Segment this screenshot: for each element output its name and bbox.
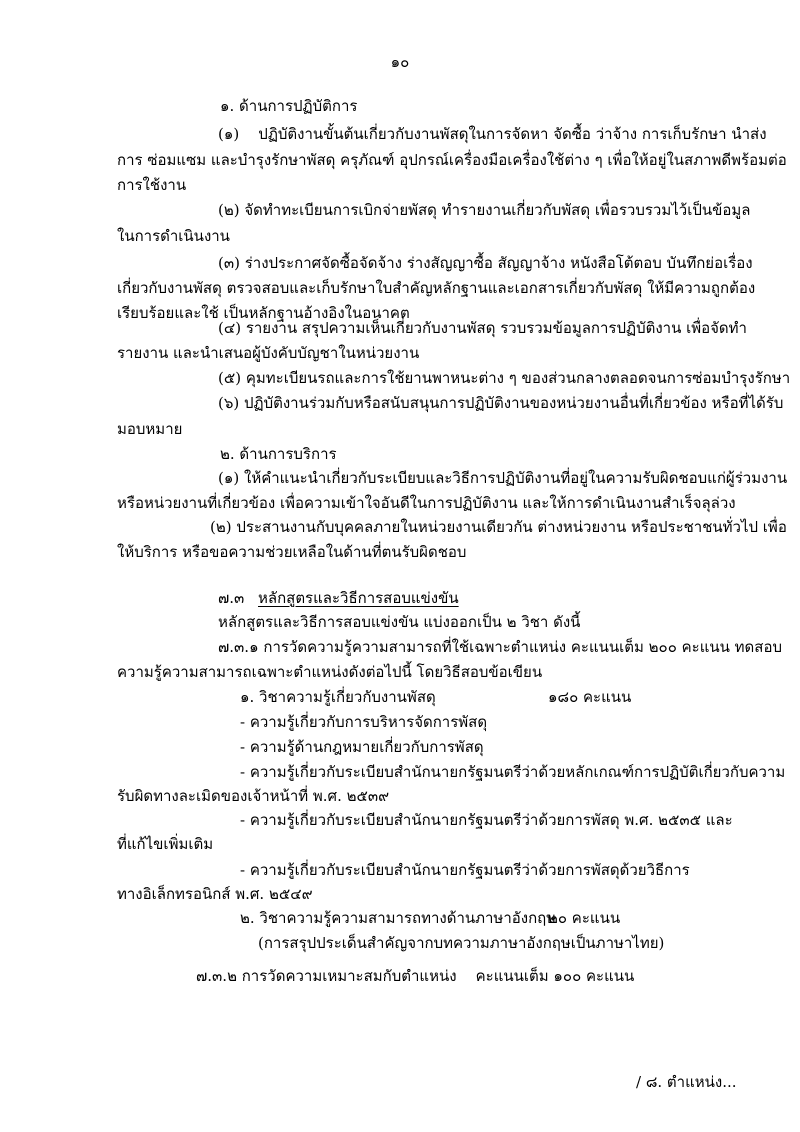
exam-subject1-topic: - ความรู้ด้านกฎหมายเกี่ยวกับการพัสดุ bbox=[240, 738, 484, 756]
service-item1-line2: หรือหน่วยงานที่เกี่ยวข้อง เพื่อความเข้าใจอันดีในการปฏิบัติงาน และให้การดำเนินงานสำเร็จลุล่วง bbox=[117, 494, 736, 512]
exam-subject2-note: (การสรุปประเด็นสำคัญจากบทความภาษาอังกฤษเป็นภาษาไทย) bbox=[258, 934, 665, 952]
exam-section-title: หลักสูตรและวิธีการสอบแข่งขัน bbox=[258, 589, 459, 607]
exam-part1-line2: ความรู้ความสามารถเฉพาะตำแหน่งดังต่อไปนี้ โดยวิธีสอบข้อเขียน bbox=[117, 663, 543, 681]
operations-item3-line1: (๓) ร่างประกาศจัดซื้อจัดจ้าง ร่างสัญญาซื้อ สัญญาจ้าง หนังสือโต้ตอบ บันทึกย่อเรื่อง bbox=[218, 254, 753, 272]
exam-subject1-topic5-line2: ทางอิเล็กทรอนิกส์ พ.ศ. ๒๕๔๙ bbox=[117, 885, 313, 903]
operations-item1-line1: (๑) ปฏิบัติงานขั้นต้นเกี่ยวกับงานพัสดุในการจัดหา จัดซื้อ ว่าจ้าง การเก็บรักษา นำส่ง bbox=[218, 125, 767, 143]
section-service-heading: ๒. ด้านการบริการ bbox=[220, 445, 337, 463]
exam-subject2-score: ๒๐ คะแนน bbox=[548, 909, 621, 927]
operations-item1-line2: การ ซ่อมแซม และบำรุงรักษาพัสดุ ครุภัณฑ์ อุปกรณ์เครื่องมือเครื่องใช้ต่าง ๆ เพื่อให้อยู่ในสภาพดีพร้อมต่อ bbox=[117, 151, 787, 169]
exam-subject1-topic5-line1: - ความรู้เกี่ยวกับระเบียบสำนักนายกรัฐมนตรีว่าด้วยการพัสดุด้วยวิธีการ bbox=[240, 861, 690, 879]
exam-part2-line: ๗.๓.๒ การวัดความเหมาะสมกับตำแหน่ง คะแนนเต็ม ๑๐๐ คะแนน bbox=[196, 967, 635, 985]
exam-subject1-topic4-line1: - ความรู้เกี่ยวกับระเบียบสำนักนายกรัฐมนตรีว่าด้วยการพัสดุ พ.ศ. ๒๕๓๕ และ bbox=[240, 811, 733, 829]
service-item2-line1: (๒) ประสานงานกับบุคคลภายในหน่วยงานเดียวกัน ต่างหน่วยงาน หรือประชาชนทั่วไป เพื่อ bbox=[210, 518, 787, 536]
exam-part1-line1: ๗.๓.๑ การวัดความรู้ความสามารถที่ใช้เฉพาะตำแหน่ง คะแนนเต็ม ๒๐๐ คะแนน ทดสอบ bbox=[218, 638, 782, 656]
operations-item6-line2: มอบหมาย bbox=[117, 420, 183, 438]
operations-item2-line1: (๒) จัดทำทะเบียนการเบิกจ่ายพัสดุ ทำรายงานเกี่ยวกับพัสดุ เพื่อรวบรวมไว้เป็นข้อมูล bbox=[218, 201, 751, 219]
exam-subject2-label: ๒. วิชาความรู้ความสามารถทางด้านภาษาอังกฤษ bbox=[240, 909, 557, 927]
exam-subject1-topic3-line2: รับผิดทางละเมิดของเจ้าหน้าที่ พ.ศ. ๒๕๓๙ bbox=[117, 787, 390, 805]
exam-subject1-topic3-line1: - ความรู้เกี่ยวกับระเบียบสำนักนายกรัฐมนตรีว่าด้วยหลักเกณฑ์การปฏิบัติเกี่ยวกับความ bbox=[240, 763, 786, 781]
exam-subject1-label: ๑. วิชาความรู้เกี่ยวกับงานพัสดุ bbox=[240, 688, 436, 706]
page-number: ๑๐ bbox=[390, 53, 410, 71]
exam-subject1-topic4-line2: ที่แก้ไขเพิ่มเติม bbox=[117, 835, 214, 853]
service-item1-line1: (๑) ให้คำแนะนำเกี่ยวกับระเบียบและวิธีการปฏิบัติงานที่อยู่ในความรับผิดชอบแก่ผู้ร่วมงาน bbox=[218, 469, 788, 487]
operations-item5-line1: (๕) คุมทะเบียนรถและการใช้ยานพาหนะต่าง ๆ ของส่วนกลางตลอดจนการซ่อมบำรุงรักษา bbox=[218, 369, 791, 387]
footer-continuation: / ๘. ตำแหน่ง... bbox=[636, 1073, 737, 1091]
operations-item4-line1: (๔) รายงาน สรุปความเห็นเกี่ยวกับงานพัสดุ รวบรวมข้อมูลการปฏิบัติงาน เพื่อจัดทำ bbox=[218, 319, 747, 337]
exam-section-number: ๗.๓ bbox=[218, 589, 245, 607]
operations-item4-line2: รายงาน และนำเสนอผู้บังคับบัญชาในหน่วยงาน bbox=[117, 344, 420, 362]
exam-intro: หลักสูตรและวิธีการสอบแข่งขัน แบ่งออกเป็น ๒ วิชา ดังนี้ bbox=[218, 613, 581, 631]
exam-subject1-score: ๑๘๐ คะแนน bbox=[548, 688, 632, 706]
operations-item6-line1: (๖) ปฏิบัติงานร่วมกับหรือสนับสนุนการปฏิบัติงานของหน่วยงานอื่นที่เกี่ยวข้อง หรือที่ได้รับ bbox=[218, 394, 784, 412]
operations-item3-line3: เรียบร้อยและใช้ เป็นหลักฐานอ้างอิงในอนาคต bbox=[117, 304, 410, 322]
operations-item2-line2: ในการดำเนินงาน bbox=[117, 227, 230, 245]
operations-item3-line2: เกี่ยวกับงานพัสดุ ตรวจสอบและเก็บรักษาใบสำคัญหลักฐานและเอกสารเกี่ยวกับพัสดุ ให้มีความถูกต้อง bbox=[117, 279, 756, 297]
section-operations-heading: ๑. ด้านการปฏิบัติการ bbox=[220, 97, 358, 115]
service-item2-line2: ให้บริการ หรือขอความช่วยเหลือในด้านที่ตนรับผิดชอบ bbox=[117, 543, 467, 561]
operations-item1-line3: การใช้งาน bbox=[117, 176, 187, 194]
exam-subject1-topic: - ความรู้เกี่ยวกับการบริหารจัดการพัสดุ bbox=[240, 713, 488, 731]
